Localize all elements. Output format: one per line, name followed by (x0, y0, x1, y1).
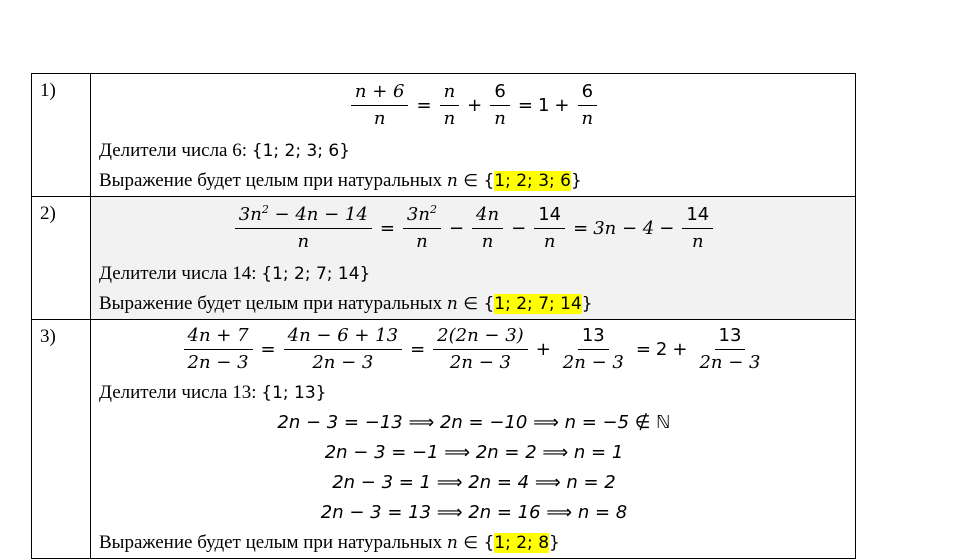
fraction-numerator: $3n^2$ (403, 205, 441, 229)
row-content (91, 320, 856, 559)
formula-3: $\frac{4n + 7}{2n - 3}$ = $\frac{4n - 6 + 13}{2n - 3}$ = $\frac{2(2n - 3)}{2n - 3}$ + $\frac{13}{2n - 3}$ = 2 + $\frac{13}{2n - 3}$ (99, 320, 849, 378)
fraction-denominator: n (581, 107, 594, 129)
formula-1: $\frac{n + 6}{n}$ = $\frac{n}{n}$ + $\frac{6}{n}$ = 1 + $\frac{6}{n}$ (99, 74, 849, 136)
fraction-denominator: 2n − 3 (699, 351, 761, 373)
fraction-denominator: n (494, 107, 506, 129)
middle-expression: 3n − 4 (593, 217, 655, 239)
row-number: 1) (32, 74, 91, 197)
conclusion-line (99, 166, 849, 196)
solution-table (31, 73, 856, 559)
fraction-numerator: 6 (578, 82, 597, 106)
answer-highlight: 1; 2; 8 (494, 533, 550, 553)
conclusion-label: Выражение будет целым при натуральных (99, 170, 447, 191)
divisors-label: Делители числа 6: (99, 140, 252, 161)
divisors-set: {1; 2; 3; 6} (251, 141, 351, 161)
fraction-denominator: 2n − 3 (187, 351, 249, 373)
fraction-denominator: 2n − 3 (449, 351, 511, 373)
fraction-denominator: n (373, 107, 386, 129)
divisors-set: {1; 2; 7; 14} (261, 264, 371, 284)
answer-highlight: 1; 2; 3; 6 (494, 171, 571, 191)
fraction-numerator: 14 (682, 205, 713, 229)
fraction-numerator: 13 (578, 326, 609, 350)
divisors-set: {1; 13} (261, 383, 327, 403)
case-equation: 2n − 3 = −1 ⟹ 2n = 2 ⟹ n = 1 (324, 442, 624, 463)
conclusion-variable: n (446, 294, 458, 314)
conclusion-close: } (570, 171, 582, 191)
constant-term: 1 (537, 94, 550, 116)
row-content (91, 74, 856, 197)
conclusion-in: ∈ { (457, 294, 495, 314)
table-row (32, 197, 856, 320)
fraction-numerator: 6 (490, 82, 509, 106)
case-equation: 2n − 3 = −13 ⟹ 2n = −10 ⟹ n = −5 ∉ ℕ (277, 412, 671, 433)
table-row (32, 320, 856, 559)
fraction-numerator: 4n − 6 + 13 (284, 326, 402, 350)
fraction-denominator: 2n − 3 (312, 351, 374, 373)
conclusion-line (99, 528, 849, 558)
formula-2: $\frac{3n^2 - 4n - 14}{n}$ = $\frac{3n^2}{n}$ − $\frac{4n}{n}$ − $\frac{14}{n}$ = 3n − 4 − $\frac{14}{n}$ (99, 197, 849, 259)
fraction-denominator: n (691, 230, 704, 252)
fraction-numerator: 4n (472, 205, 503, 229)
conclusion-in: ∈ { (457, 171, 495, 191)
fraction-numerator: $3n^2 - 4n - 14$ (235, 205, 372, 229)
conclusion-label: Выражение будет целым при натуральных (99, 293, 447, 314)
fraction-numerator: n (440, 82, 460, 106)
row-content (91, 197, 856, 320)
row-number: 3) (32, 320, 91, 559)
fraction-numerator: 13 (715, 326, 746, 350)
conclusion-variable: n (446, 171, 458, 191)
conclusion-variable: n (446, 533, 458, 553)
answer-highlight: 1; 2; 7; 14 (494, 294, 582, 314)
divisors-line (99, 259, 849, 289)
fraction-numerator: 4n + 7 (184, 326, 253, 350)
divisors-line (99, 136, 849, 166)
fraction-denominator: n (416, 230, 428, 252)
fraction-numerator: n + 6 (351, 82, 409, 106)
conclusion-label: Выражение будет целым при натуральных (99, 532, 447, 553)
conclusion-in: ∈ { (457, 533, 495, 553)
fraction-numerator: 14 (534, 205, 565, 229)
divisors-label: Делители числа 14: (99, 263, 262, 284)
constant-term: 2 (655, 338, 668, 360)
fraction-denominator: n (481, 230, 494, 252)
fraction-denominator: n (543, 230, 556, 252)
table-row (32, 74, 856, 197)
row-number: 2) (32, 197, 91, 320)
fraction-denominator: n (443, 107, 456, 129)
case-equation: 2n − 3 = 1 ⟹ 2n = 4 ⟹ n = 2 (332, 472, 616, 493)
divisors-line (99, 378, 849, 408)
fraction-denominator: n (297, 230, 310, 252)
fraction-denominator: 2n − 3 (562, 351, 624, 373)
conclusion-close: } (549, 533, 560, 553)
divisors-label: Делители числа 13: (99, 382, 262, 403)
conclusion-line (99, 289, 849, 319)
case-equation: 2n − 3 = 13 ⟹ 2n = 16 ⟹ n = 8 (320, 502, 628, 523)
fraction-numerator: 2(2n − 3) (433, 326, 528, 350)
conclusion-close: } (581, 294, 593, 314)
